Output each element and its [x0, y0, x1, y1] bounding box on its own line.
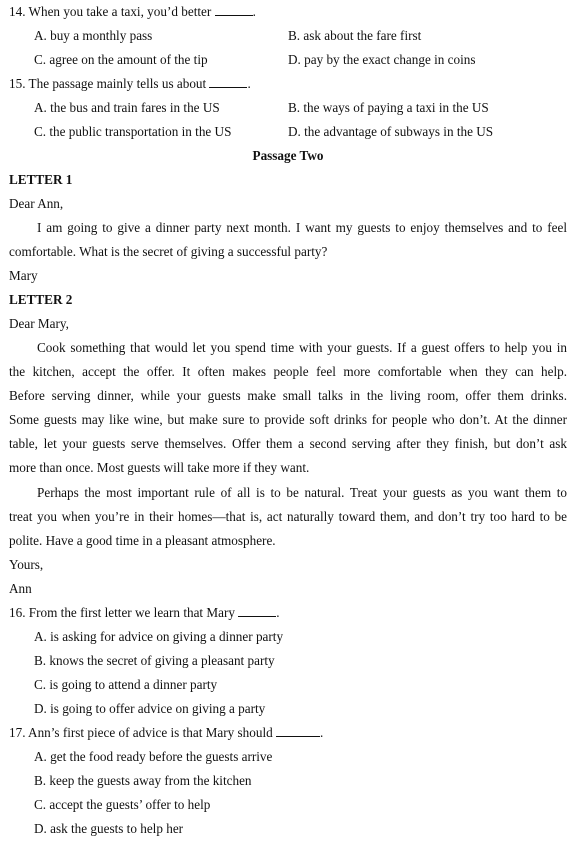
- q15-option-a: A. the bus and train fares in the US: [34, 100, 220, 115]
- letter-2-p2-line-2: treat you when you’re in their homes—that is, act naturally toward them, and don’t try too hard to be: [9, 509, 567, 524]
- answer-blank: [215, 4, 253, 16]
- letter-2-p2-line-3: polite. Have a good time in a pleasant atmosphere.: [9, 533, 276, 548]
- q15-option-d: D. the advantage of subways in the US: [288, 124, 494, 139]
- q17-option-b: B. keep the guests away from the kitchen: [34, 773, 252, 788]
- question-16-text: 16. From the first letter we learn that Mary: [9, 605, 239, 620]
- question-15-end: .: [247, 76, 251, 91]
- question-15-stem: [9, 76, 251, 92]
- question-15-text: 15. The passage mainly tells us about: [9, 76, 210, 91]
- q16-option-a: A. is asking for advice on giving a dinner party: [34, 629, 284, 644]
- letter-2-p1-line-6: more than once. Most guests will take more if they want.: [9, 460, 310, 475]
- letter-2-p1-line-3: Before serving dinner, while your guests make small talks in the living room, offer them drinks.: [9, 388, 567, 403]
- letter-1-heading: LETTER 1: [9, 172, 73, 187]
- letter-2-signature: Ann: [9, 581, 32, 596]
- question-17-end: .: [320, 725, 324, 740]
- answer-blank: [276, 725, 320, 737]
- q15-option-b: B. the ways of paying a taxi in the US: [288, 100, 489, 115]
- q14-option-b: B. ask about the fare first: [288, 28, 422, 43]
- answer-blank: [238, 605, 276, 617]
- letter-1-line-1: I am going to give a dinner party next month. I want my guests to enjoy themselves and to feel: [37, 220, 567, 235]
- q14-option-d: D. pay by the exact change in coins: [288, 52, 476, 67]
- letter-1-line-2: comfortable. What is the secret of giving a successful party?: [9, 244, 328, 259]
- q17-option-c: C. accept the guests’ offer to help: [34, 797, 211, 812]
- passage-title: Passage Two: [252, 148, 324, 163]
- question-14-stem: [9, 4, 256, 20]
- question-16-stem: [9, 605, 280, 621]
- answer-blank: [209, 76, 247, 88]
- letter-2-p2-line-1: Perhaps the most important rule of all is to be natural. Treat your guests as you want them to: [37, 485, 567, 500]
- letter-2-p1-line-1: Cook something that would let you spend time with your guests. If a guest offers to help you in: [37, 340, 567, 355]
- letter-2-heading: LETTER 2: [9, 292, 73, 307]
- question-14-text: 14. When you take a taxi, you’d better: [9, 4, 215, 19]
- q16-option-b: B. knows the secret of giving a pleasant party: [34, 653, 275, 668]
- q15-option-c: C. the public transportation in the US: [34, 124, 232, 139]
- letter-2-p1-line-4: Some guests may like wine, but make sure to provide soft drinks for people who don’t. At the dinner: [9, 412, 567, 427]
- q17-option-d: D. ask the guests to help her: [34, 821, 184, 836]
- question-16-end: .: [276, 605, 280, 620]
- question-17-stem: [9, 725, 323, 741]
- question-14-end: .: [252, 4, 256, 19]
- letter-2-p1-line-5: table, let your guests serve themselves. Offer them a second serving after they finish, but don’t ask: [9, 436, 567, 451]
- letter-2-p1-line-2: the kitchen, accept the offer. It often makes people feel more comfortable when they can help.: [9, 364, 567, 379]
- q17-option-a: A. get the food ready before the guests arrive: [34, 749, 273, 764]
- q14-option-a: A. buy a monthly pass: [34, 28, 153, 43]
- question-17-text: 17. Ann’s first piece of advice is that Mary should: [9, 725, 276, 740]
- q16-option-c: C. is going to attend a dinner party: [34, 677, 218, 692]
- q14-option-c: C. agree on the amount of the tip: [34, 52, 208, 67]
- letter-1-signature: Mary: [9, 268, 38, 283]
- letter-2-closing: Yours,: [9, 557, 44, 572]
- q16-option-d: D. is going to offer advice on giving a party: [34, 701, 266, 716]
- letter-2-greeting: Dear Mary,: [9, 316, 69, 331]
- letter-1-greeting: Dear Ann,: [9, 196, 64, 211]
